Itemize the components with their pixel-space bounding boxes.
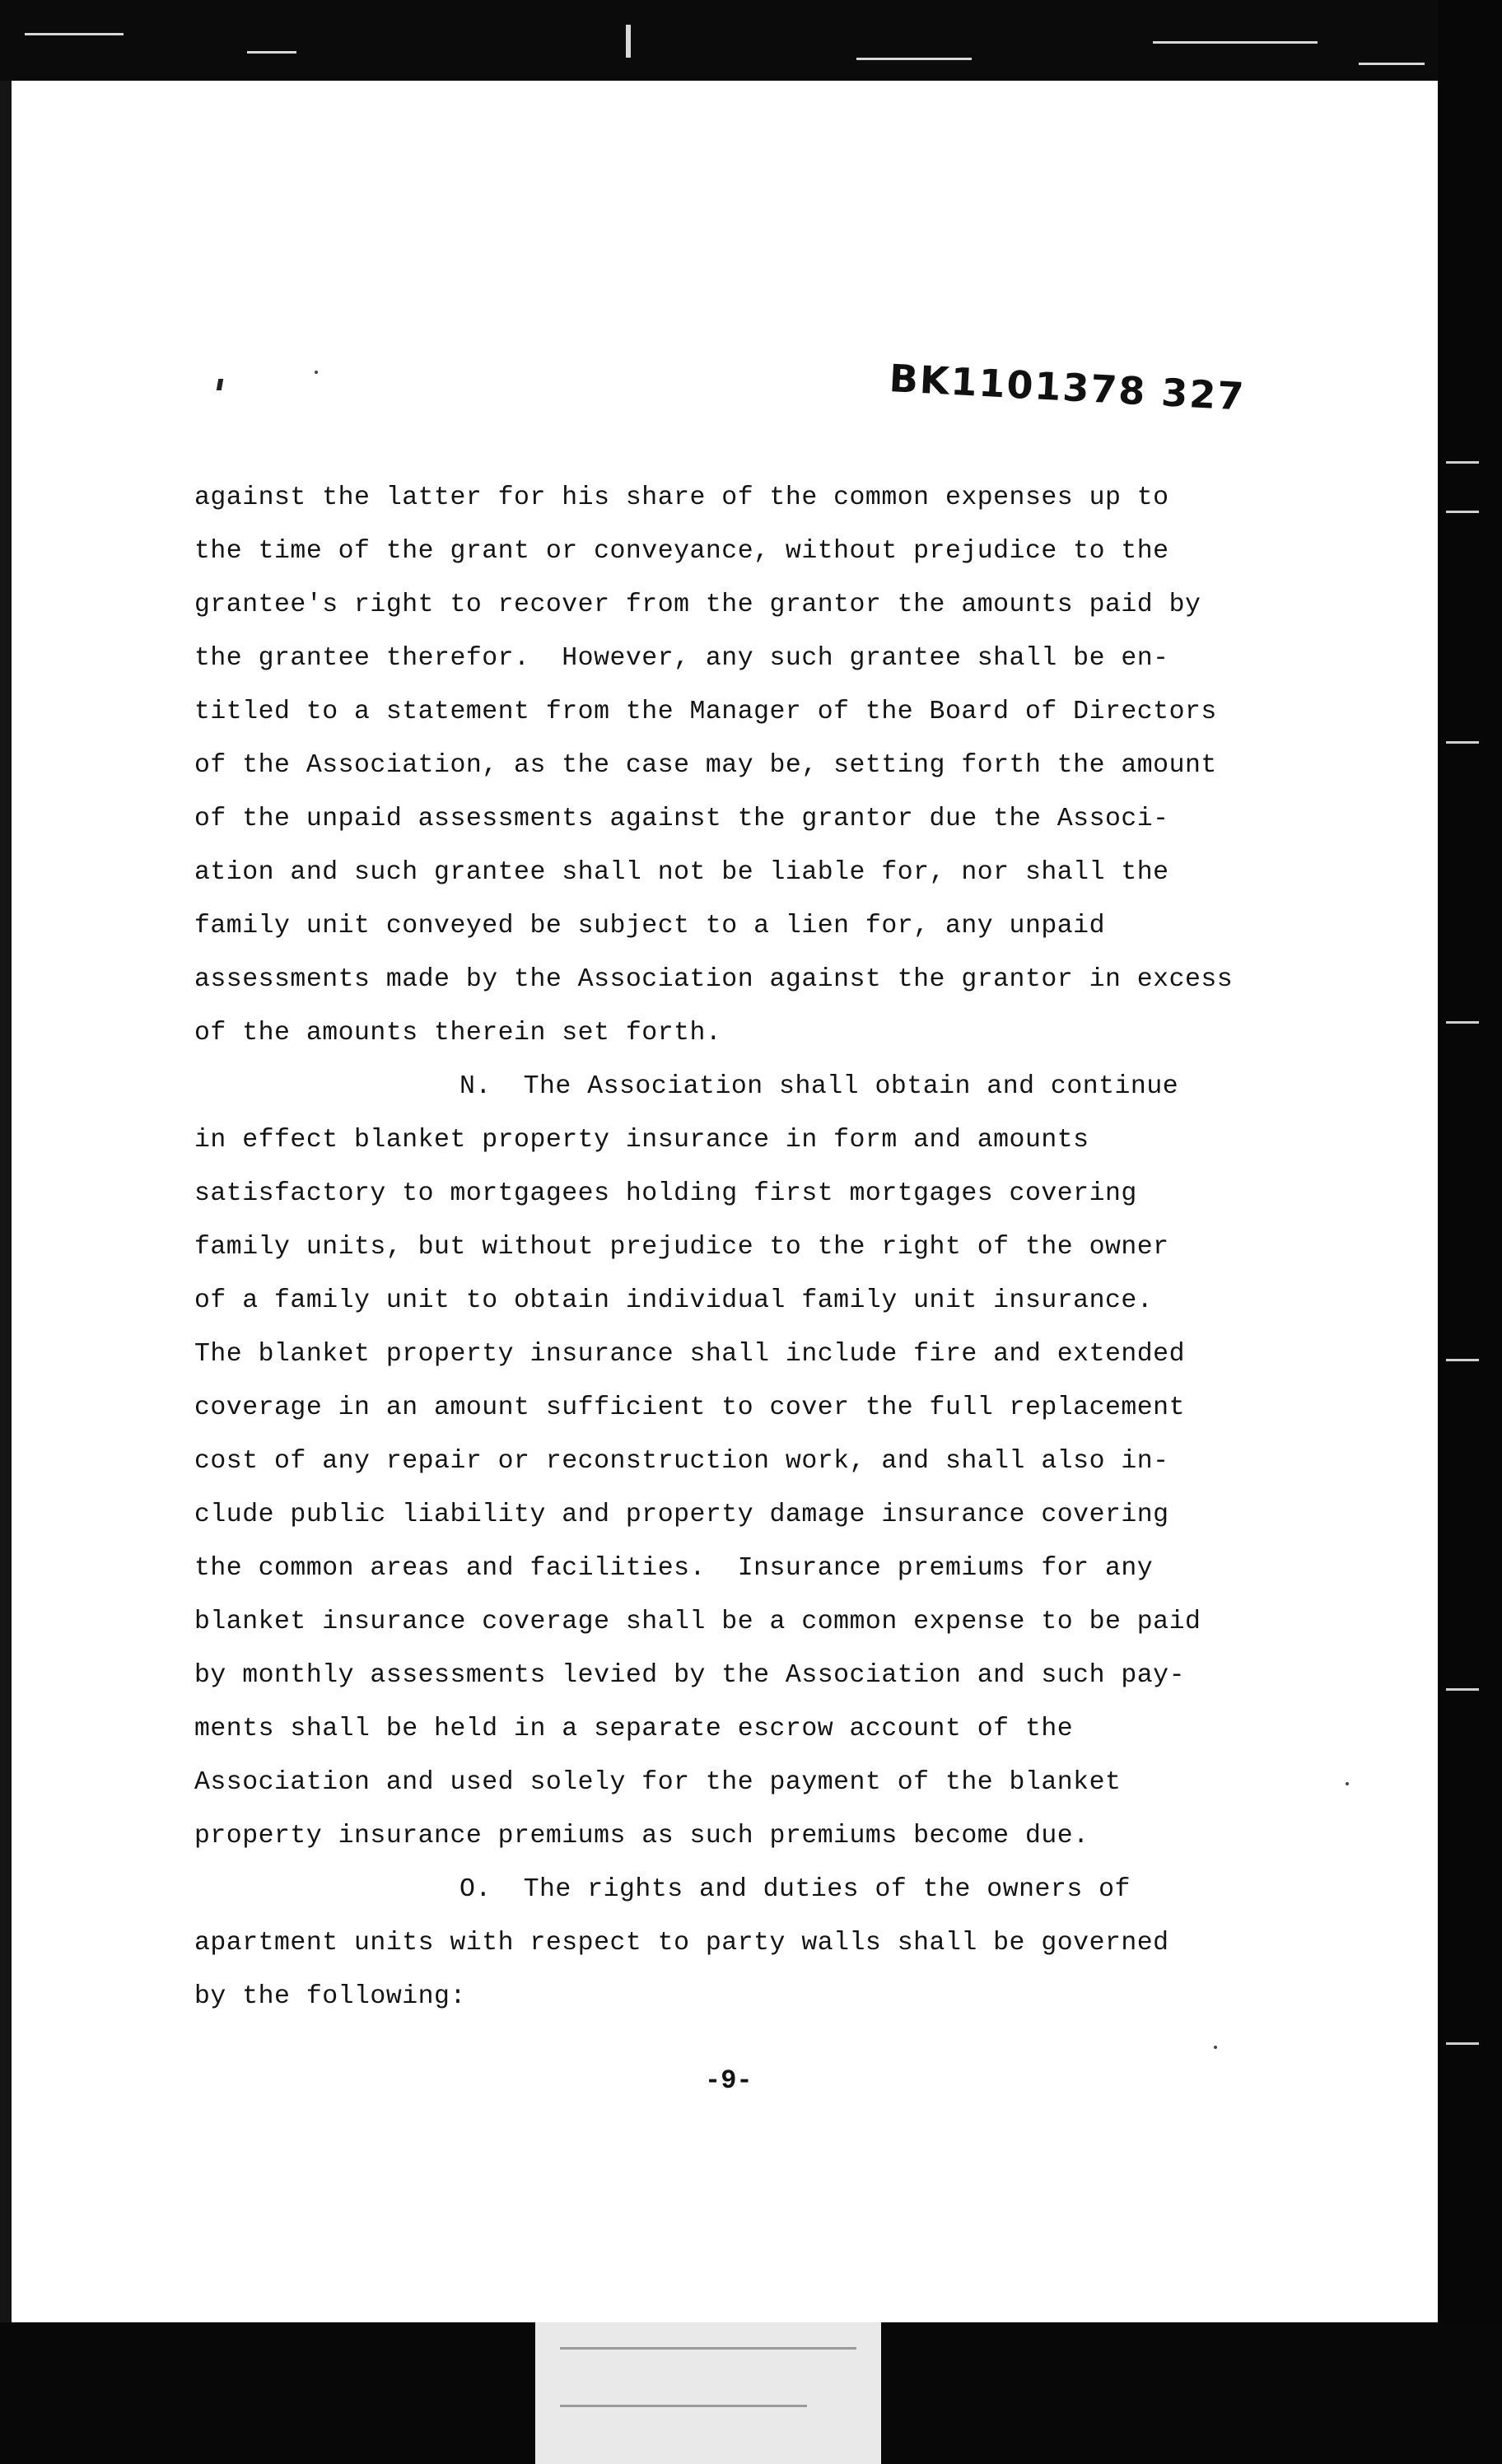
text-line: ments shall be held in a separate escrow account of the bbox=[194, 1715, 1074, 1743]
text-line: of the amounts therein set forth. bbox=[194, 1019, 722, 1048]
scan-noise bbox=[1446, 741, 1479, 744]
scanner-border-left bbox=[0, 81, 12, 2322]
text-line: grantee's right to recover from the grantor the amounts paid by bbox=[194, 590, 1201, 619]
scan-noise bbox=[1446, 511, 1479, 513]
speck bbox=[315, 371, 318, 374]
scan-noise bbox=[25, 33, 124, 35]
text-line: of the unpaid assessments against the grantor due the Associ- bbox=[194, 805, 1169, 833]
text-line: cost of any repair or reconstruction work, and shall also in- bbox=[194, 1447, 1169, 1476]
text-line: assessments made by the Association against the grantor in excess bbox=[194, 965, 1234, 994]
scan-noise bbox=[1446, 1021, 1479, 1024]
paragraph-n-heading: N. The Association shall obtain and continue bbox=[459, 1072, 1179, 1101]
scan-noise bbox=[1446, 1359, 1479, 1361]
text-line: of a family unit to obtain individual family unit insurance. bbox=[194, 1286, 1154, 1315]
stray-mark bbox=[217, 379, 223, 390]
scan-noise bbox=[1153, 41, 1318, 44]
scan-noise bbox=[1359, 63, 1425, 65]
text-line: ation and such grantee shall not be liable for, nor shall the bbox=[194, 858, 1169, 887]
text-line: the grantee therefor. However, any such grantee shall be en- bbox=[194, 644, 1169, 673]
text-line: satisfactory to mortgagees holding first mortgages covering bbox=[194, 1179, 1137, 1208]
scan-noise bbox=[560, 2405, 807, 2407]
text-line: clude public liability and property damage insurance covering bbox=[194, 1500, 1169, 1529]
text-line: Association and used solely for the payment of the blanket bbox=[194, 1768, 1122, 1797]
scan-noise bbox=[1446, 2042, 1479, 2045]
text-line: coverage in an amount sufficient to cover the full replacement bbox=[194, 1393, 1185, 1422]
text-line: by monthly assessments levied by the Association and such pay- bbox=[194, 1661, 1185, 1690]
text-line: the time of the grant or conveyance, without prejudice to the bbox=[194, 537, 1169, 566]
paper-slip bbox=[535, 2322, 881, 2464]
text-line: against the latter for his share of the common expenses up to bbox=[194, 483, 1169, 512]
text-line: of the Association, as the case may be, setting forth the amount bbox=[194, 751, 1217, 780]
scanner-border-bottom bbox=[0, 2322, 1502, 2464]
scan-noise bbox=[247, 51, 296, 54]
scan-noise bbox=[1446, 1688, 1479, 1691]
scan-noise bbox=[856, 58, 972, 60]
scan-noise bbox=[626, 25, 631, 58]
text-line: The blanket property insurance shall include fire and extended bbox=[194, 1340, 1185, 1369]
text-line: family units, but without prejudice to the right of the owner bbox=[194, 1233, 1169, 1262]
text-line: the common areas and facilities. Insurance premiums for any bbox=[194, 1554, 1154, 1583]
scanner-border-right bbox=[1438, 0, 1502, 2464]
text-line: property insurance premiums as such premiums become due. bbox=[194, 1822, 1089, 1850]
text-line: blanket insurance coverage shall be a common expense to be paid bbox=[194, 1608, 1201, 1636]
page-number: -9- bbox=[705, 2065, 753, 2096]
scan-noise bbox=[560, 2347, 856, 2350]
scanner-border-top bbox=[0, 0, 1502, 81]
text-line: titled to a statement from the Manager of the Board of Directors bbox=[194, 698, 1217, 726]
scan-noise bbox=[1446, 461, 1479, 464]
text-line: by the following: bbox=[194, 1982, 466, 2011]
speck bbox=[1214, 2046, 1217, 2049]
paragraph-o-heading: O. The rights and duties of the owners of bbox=[459, 1875, 1131, 1904]
document-body bbox=[194, 471, 1347, 2023]
text-line: in effect blanket property insurance in form and amounts bbox=[194, 1126, 1089, 1155]
book-page-reference: BK1101378 327 bbox=[888, 356, 1247, 419]
text-line: apartment units with respect to party walls shall be governed bbox=[194, 1929, 1169, 1958]
text-line: family unit conveyed be subject to a lien for, any unpaid bbox=[194, 912, 1105, 940]
